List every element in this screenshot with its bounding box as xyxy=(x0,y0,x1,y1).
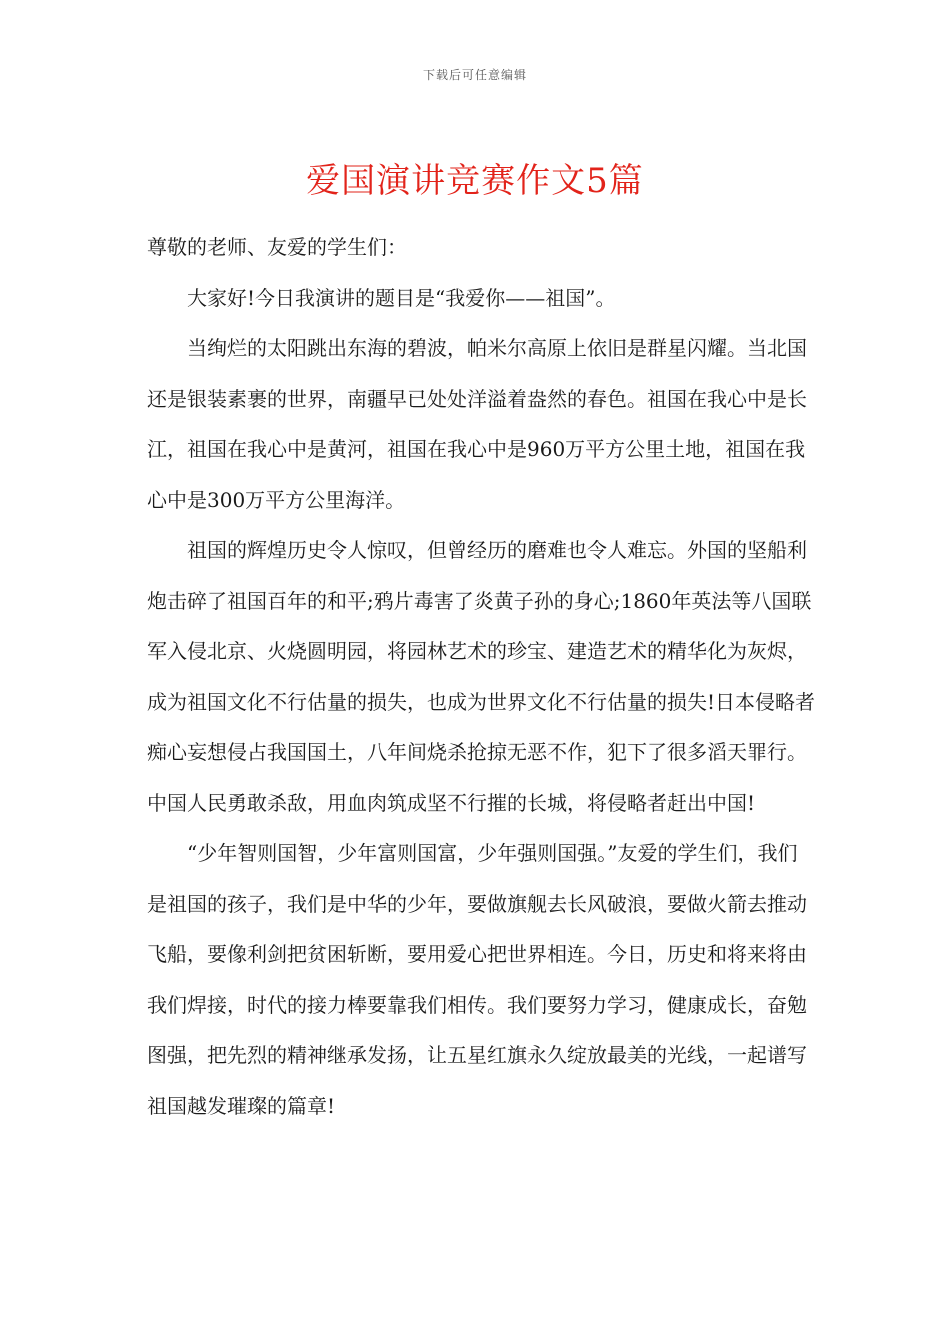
document-body xyxy=(147,222,817,1131)
paragraph: 祖国的辉煌历史令人惊叹，但曾经历的磨难也令人难忘。外国的坚船利炮击碎了祖国百年的和平;鸦片毒害了炎黄子孙的身心;1860年英法等八国联军入侵北京、火烧圆明园，将园林艺术的珍宝、建造艺术的精华化为灰烬，成为祖国文化不行估量的损失，也成为世界文化不行估量的损失!日本侵略者痴心妄想侵占我国国土，八年间烧杀抢掠无恶不作，犯下了很多滔天罪行。中国人民勇敢杀敌，用血肉筑成坚不行摧的长城，将侵略者赶出中国! xyxy=(147,538,816,815)
paragraph: “少年智则国智，少年富则国富，少年强则国强。”友爱的学生们，我们是祖国的孩子，我们是中华的少年，要做旗舰去长风破浪，要做火箭去推动飞船，要像利剑把贫困斩断，要用爱心把世界相连。今日，历史和将来将由我们焊接，时代的接力棒要靠我们相传。我们要努力学习，健康成长，奋勉图强，把先烈的精神继承发扬，让五星红旗永久绽放最美的光线，一起谱写祖国越发璀璨的篇章! xyxy=(147,841,807,1118)
header-note: 下载后可任意编辑 xyxy=(422,68,527,82)
paragraph: 当绚烂的太阳跳出东海的碧波，帕米尔高原上依旧是群星闪耀。当北国还是银装素裹的世界，南疆早已处处洋溢着盎然的春色。祖国在我心中是长江，祖国在我心中是黄河，祖国在我心中是960万平方公里土地，祖国在我心中是300万平方公里海洋。 xyxy=(147,336,807,512)
document-title: 爱国演讲竞赛作文5篇 xyxy=(306,160,644,201)
paragraph: 大家好!今日我演讲的题目是“我爱你——祖国”。 xyxy=(187,285,616,310)
salutation: 尊敬的老师、友爱的学生们： xyxy=(147,235,407,259)
